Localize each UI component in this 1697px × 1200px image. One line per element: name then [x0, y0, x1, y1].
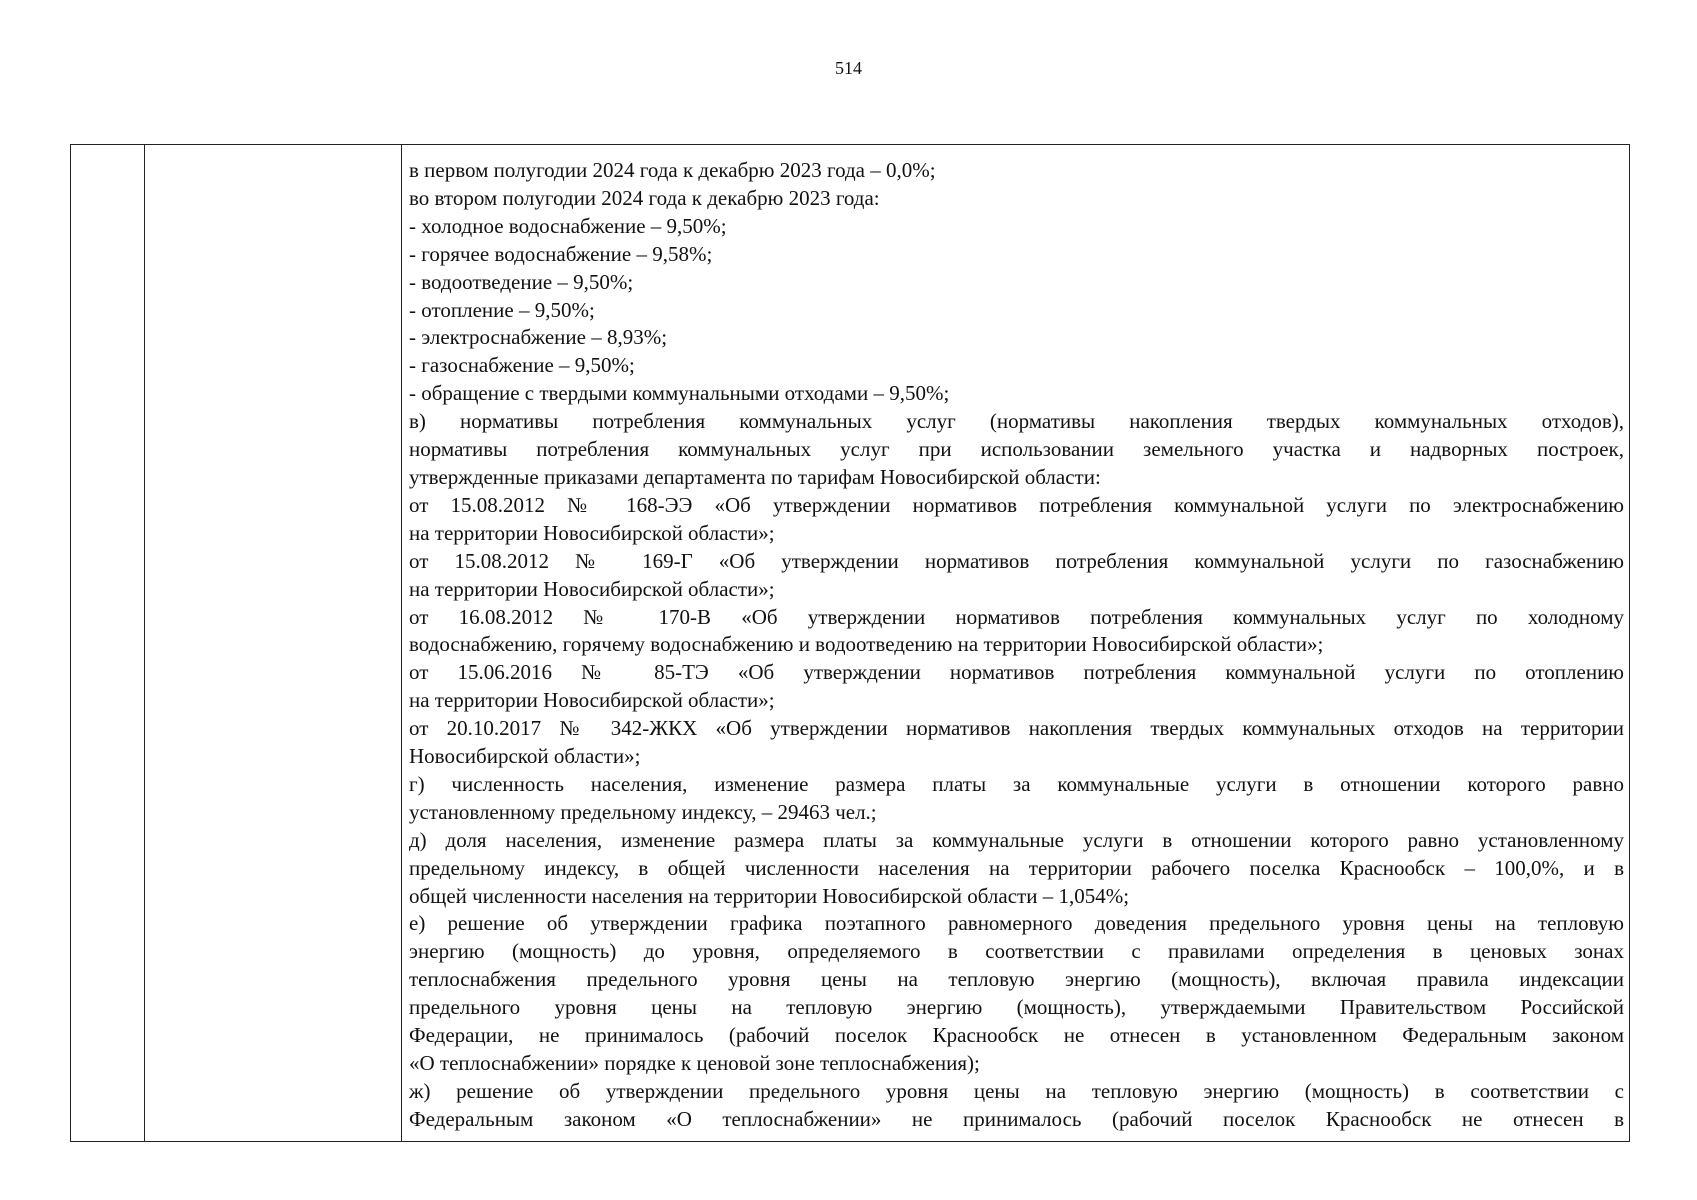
- text-line: от 15.08.2012 № 169-Г «Об утверждении нормативов потребления коммунальной услуги по газоснабжению: [409, 548, 1624, 573]
- text-line: - электроснабжение – 8,93%;: [409, 325, 668, 350]
- text-line: от 20.10.2017 № 342-ЖКХ «Об утверждении нормативов накопления твердых коммунальных отходов на территории: [409, 716, 1624, 741]
- text-line: утвержденные приказами департамента по тарифам Новосибирской области:: [409, 464, 1101, 489]
- text-line: - обращение с твердыми коммунальными отходами – 9,50%;: [409, 381, 950, 406]
- text-line: от 16.08.2012 № 170-В «Об утверждении нормативов потребления коммунальных услуг по холодному: [409, 604, 1624, 629]
- text-line: е) решение об утверждении графика поэтапного равномерного доведения предельного уровня цены на тепловую: [409, 911, 1624, 936]
- text-line: - отопление – 9,50%;: [409, 297, 595, 322]
- text-line: предельного уровня цены на тепловую энергию (мощность), утверждаемыми Правительством Российской: [409, 995, 1624, 1020]
- text-line: - газоснабжение – 9,50%;: [409, 353, 635, 378]
- text-line: энергию (мощность) до уровня, определяемого в соответствии с правилами определения в ценовых зонах: [409, 939, 1624, 964]
- text-line: Новосибирской области»;: [409, 744, 641, 769]
- text-line: - водоотведение – 9,50%;: [409, 269, 634, 294]
- text-line: - холодное водоснабжение – 9,50%;: [409, 213, 727, 238]
- text-line: водоснабжению, горячему водоснабжению и водоотведению на территории Новосибирской области»;: [409, 632, 1324, 657]
- page-number: 514: [835, 58, 862, 78]
- document-table: [70, 144, 1630, 1142]
- text-line: на территории Новосибирской области»;: [409, 688, 775, 713]
- text-line: - горячее водоснабжение – 9,58%;: [409, 241, 713, 266]
- table-column-content: [402, 145, 1629, 1141]
- text-line: Федерации, не принималось (рабочий поселок Краснообск не отнесен в установленном Федеральным законом: [409, 1023, 1624, 1048]
- text-line: общей численности населения на территории Новосибирской области – 1,054%;: [409, 883, 1130, 908]
- text-line: в) нормативы потребления коммунальных услуг (нормативы накопления твердых коммунальных отходов),: [409, 409, 1624, 434]
- text-line: г) численность населения, изменение размера платы за коммунальные услуги в отношении которого равно: [409, 771, 1624, 796]
- text-line: «О теплоснабжении» порядке к ценовой зоне теплоснабжения);: [409, 1051, 980, 1075]
- text-line: Федеральным законом «О теплоснабжении» не принималось (рабочий поселок Краснообск не отнесен в: [409, 1106, 1624, 1131]
- table-column-name: [145, 145, 402, 1141]
- text-line: теплоснабжения предельного уровня цены на тепловую энергию (мощность), включая правила индексации: [409, 967, 1624, 992]
- text-line: от 15.06.2016 № 85-ТЭ «Об утверждении нормативов потребления коммунальной услуги по отоплению: [409, 660, 1624, 685]
- text-line: на территории Новосибирской области»;: [409, 520, 775, 545]
- text-line: во втором полугодии 2024 года к декабрю 2023 года:: [409, 185, 880, 210]
- text-line: на территории Новосибирской области»;: [409, 576, 775, 601]
- text-line: д) доля населения, изменение размера платы за коммунальные услуги в отношении которого равно установленному: [409, 827, 1624, 852]
- text-line: предельному индексу, в общей численности населения на территории рабочего поселка Краснообск – 100,0%, и в: [409, 855, 1624, 880]
- table-column-number: [71, 145, 145, 1141]
- text-line: от 15.08.2012 № 168-ЭЭ «Об утверждении нормативов потребления коммунальной услуги по электроснабжению: [409, 492, 1624, 517]
- text-line: в первом полугодии 2024 года к декабрю 2023 года – 0,0%;: [409, 158, 936, 182]
- text-line: ж) решение об утверждении предельного уровня цены на тепловую энергию (мощность) в соответствии с: [409, 1078, 1624, 1103]
- text-line: нормативы потребления коммунальных услуг при использовании земельного участка и надворных построек,: [409, 437, 1624, 462]
- text-line: установленному предельному индексу, – 29463 чел.;: [409, 799, 877, 824]
